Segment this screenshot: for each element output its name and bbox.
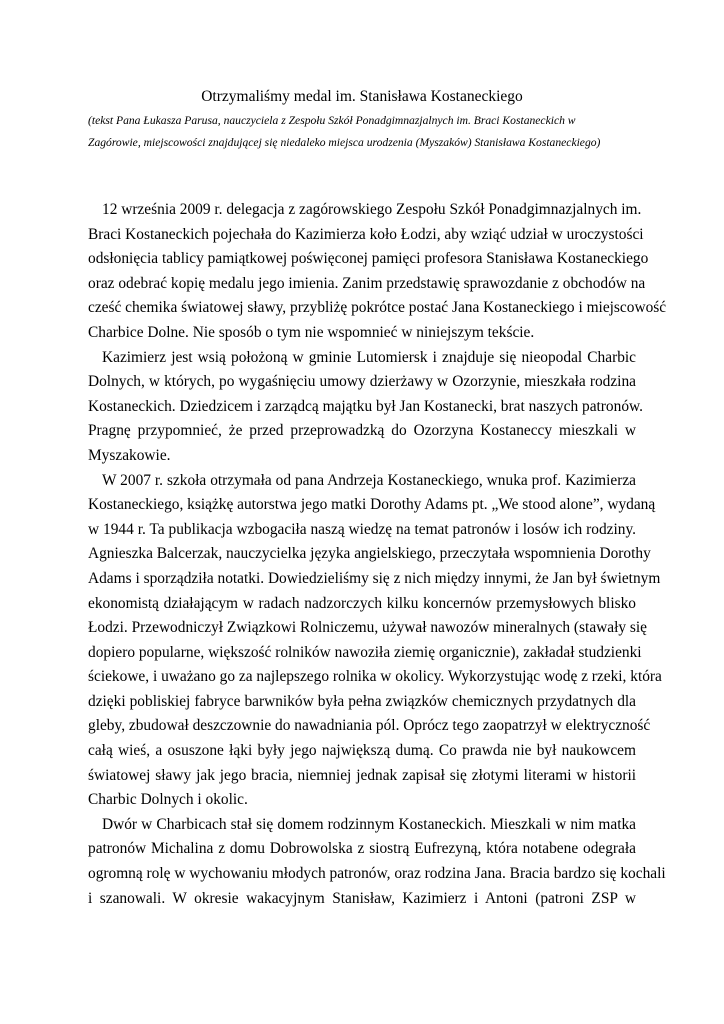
document-title: Otrzymaliśmy medal im. Stanisława Kostaneckiego bbox=[201, 88, 523, 105]
paragraph-line: całą wieś, a osuszone łąki były jego największą dumą. Co prawda nie był naukowcem bbox=[88, 742, 636, 760]
paragraph-line: i szanowali. W okresie wakacyjnym Stanisław, Kazimierz i Antoni (patroni ZSP w bbox=[88, 889, 636, 907]
document-body bbox=[88, 198, 667, 911]
paragraph bbox=[88, 198, 667, 346]
paragraph-line: Charbic Dolnych i okolic. bbox=[88, 791, 248, 809]
paragraph-line: 12 września 2009 r. delegacja z zagórowskiego Zespołu Szkół Ponadgimnazjalnych im. bbox=[102, 201, 642, 218]
paragraph bbox=[88, 813, 666, 911]
paragraph-line: Kostaneckiego, książkę autorstwa jego matki Dorothy Adams pt. „We stood alone”, wydaną bbox=[88, 496, 656, 514]
paragraph-line: dopiero popularne, większość rolników nawoziła ziemię organicznie), zakładał studzienki bbox=[88, 643, 642, 661]
paragraph-line: W 2007 r. szkoła otrzymała od pana Andrzeja Kostaneckiego, wnuka prof. Kazimierza bbox=[102, 471, 636, 489]
paragraph bbox=[88, 346, 643, 469]
paragraph-line: oraz odebrać kopię medalu jego imienia. Zanim przedstawię sprawozdanie z obchodów na bbox=[88, 274, 646, 292]
paragraph-line: Pragnę przypomnieć, że przed przeprowadzką do Ozorzyna Kostaneccy mieszkali w bbox=[88, 422, 636, 440]
paragraph-line: światowej sławy jak jego bracia, niemniej jednak zapisał się złotymi literami w historii bbox=[88, 766, 636, 784]
paragraph-line: Kostaneckich. Dziedzicem i zarządcą majątku był Jan Kostanecki, brat naszych patronów. bbox=[88, 397, 643, 415]
paragraph-line: Myszakowie. bbox=[88, 446, 171, 464]
paragraph-line: dzięki pobliskiej fabryce barwników była pełna związków chemicznych przydatnych dla bbox=[88, 692, 636, 710]
subtitle-line: (tekst Pana Łukasza Parusa, nauczyciela z Zespołu Szkół Ponadgimnazjalnych im. Braci Kostaneckich w bbox=[88, 114, 576, 127]
paragraph-line: ściekowe, i uważano go za najlepszego rolnika w okolicy. Wykorzystując wodę z rzeki, która bbox=[88, 668, 662, 686]
paragraph-line: Łodzi. Przewodniczył Związkowi Rolniczemu, używał nawozów mineralnych (stawały się bbox=[88, 619, 648, 637]
paragraph-line: Kazimierz jest wsią położoną w gminie Lutomiersk i znajduje się nieopodal Charbic bbox=[102, 348, 636, 366]
paragraph-line: odsłonięcia tablicy pamiątkowej poświęconej pamięci profesora Stanisława Kostaneckiego bbox=[88, 250, 649, 268]
paragraph-line: Adams i sporządziła notatki. Dowiedzieliśmy się z nich między innymi, że Jan był świetnym bbox=[88, 569, 661, 587]
paragraph-line: Braci Kostaneckich pojechała do Kazimierza koło Łodzi, aby wziąć udział w uroczystości bbox=[88, 225, 644, 243]
paragraph-line: Agnieszka Balcerzak, nauczycielka języka angielskiego, przeczytała wspomnienia Dorothy bbox=[88, 545, 651, 563]
paragraph-line: w 1944 r. Ta publikacja wzbogaciła naszą wiedzę na temat patronów i losów ich rodziny. bbox=[88, 520, 636, 538]
paragraph-line: Charbice Dolne. Nie sposób o tym nie wspomnieć w niniejszym tekście. bbox=[88, 323, 535, 341]
paragraph-line: gleby, zbudował deszczownie do nawadniania pól. Oprócz tego zaopatrzył w elektryczność bbox=[88, 717, 651, 735]
paragraph bbox=[88, 469, 662, 813]
paragraph-line: Dwór w Charbicach stał się domem rodzinnym Kostaneckich. Mieszkali w nim matka bbox=[102, 815, 636, 833]
subtitle-line: Zagórowie, miejscowości znajdującej się niedaleko miejsca urodzenia (Myszaków) Stanisława Kostaneckiego) bbox=[88, 136, 601, 149]
paragraph-line: Dolnych, w których, po wygaśnięciu umowy dzierżawy w Ozorzynie, mieszkała rodzina bbox=[88, 373, 636, 391]
paragraph-line: ogromną rolę w wychowaniu młodych patronów, oraz rodzina Jana. Bracia bardzo się kochali bbox=[88, 865, 666, 883]
paragraph-line: patronów Michalina z domu Dobrowolska z siostrą Eufrezyną, która notabene odegrała bbox=[88, 840, 636, 858]
paragraph-line: ekonomistą działającym w radach nadzorczych kilku koncernów przemysłowych blisko bbox=[88, 594, 636, 612]
paragraph-line: cześć chemika światowej sławy, przybliżę pokrótce postać Jana Kostaneckiego i miejscowość bbox=[88, 299, 667, 317]
document-subtitle bbox=[88, 110, 648, 154]
